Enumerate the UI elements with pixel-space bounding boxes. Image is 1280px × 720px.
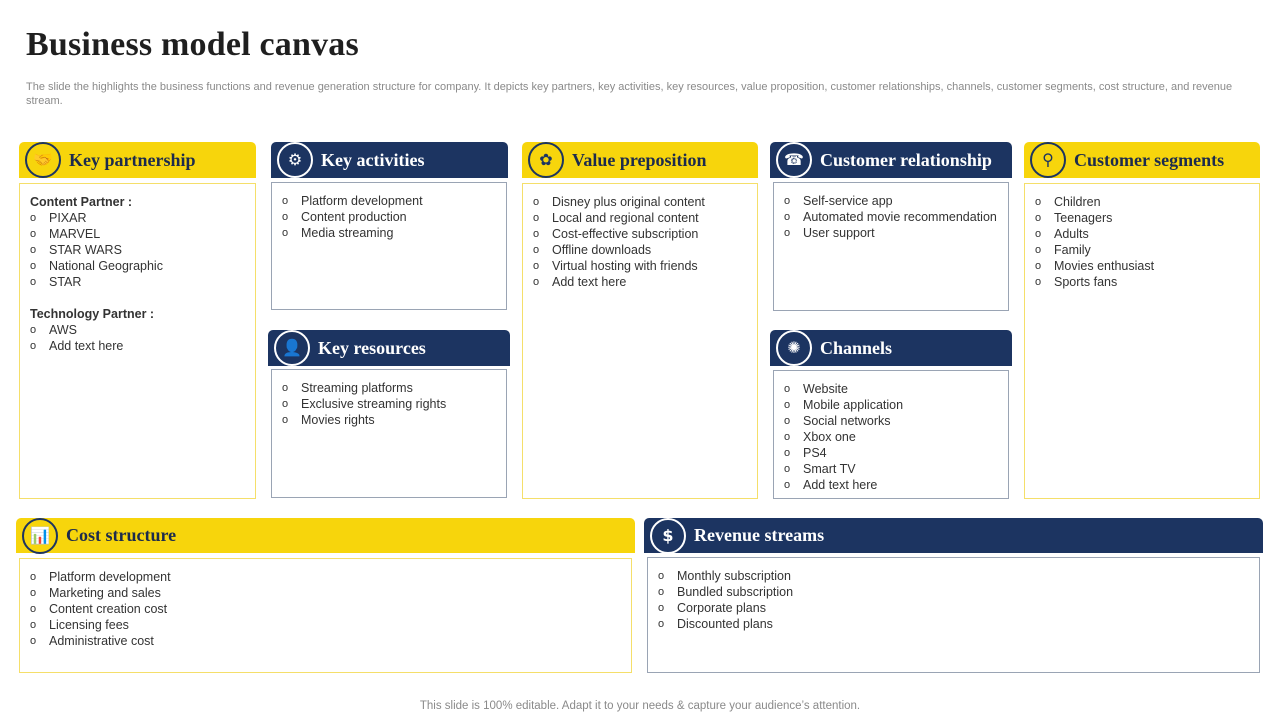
key-resources-body: [271, 369, 507, 498]
list-item: o STAR WARS: [30, 242, 247, 258]
customer-relationship-header: [770, 142, 1012, 178]
list-item: o Sports fans: [1035, 274, 1251, 290]
key-partnership-header: [19, 142, 256, 178]
value-proposition-card: [522, 142, 758, 500]
key-activities-header: [271, 142, 508, 178]
list-item: o Disney plus original content: [533, 194, 749, 210]
list-item: o Mobile application: [784, 397, 1000, 413]
list-item: o PS4: [784, 445, 1000, 461]
list-item: o National Geographic: [30, 258, 247, 274]
list-item: o Offline downloads: [533, 242, 749, 258]
list-item: o Bundled subscription: [658, 584, 1251, 600]
support-people-icon: [776, 142, 812, 178]
handshake-icon: [25, 142, 61, 178]
revenue-streams-header: [644, 518, 1263, 553]
list-item: o Adults: [1035, 226, 1251, 242]
list-item: o Automated movie recommendation: [784, 209, 1000, 225]
list-item: o Local and regional content: [533, 210, 749, 226]
list-item: o Corporate plans: [658, 600, 1251, 616]
list-item: o Family: [1035, 242, 1251, 258]
customer-relationship-body: [773, 182, 1009, 311]
gears-icon: [277, 142, 313, 178]
list-item: o Administrative cost: [30, 633, 623, 649]
technology-partner-label: Technology Partner :: [30, 307, 155, 321]
customer-relationship-heading: Customer relationship: [820, 149, 992, 170]
list-item: o Smart TV: [784, 461, 1000, 477]
channels-card: [770, 330, 1012, 499]
key-resources-card: [268, 330, 510, 498]
list-item: o Platform development: [282, 193, 498, 209]
list-item: o Add text here: [784, 477, 1000, 493]
revenue-bag-icon: [650, 518, 686, 554]
key-partnership-body: [19, 183, 256, 499]
list-item: o Discounted plans: [658, 616, 1251, 632]
channels-header: [770, 330, 1012, 366]
list-item: o Add text here: [533, 274, 749, 290]
customer-segments-header: [1024, 142, 1260, 178]
cost-structure-body: [19, 558, 632, 673]
cost-structure-card: [16, 518, 635, 673]
list-item: o STAR: [30, 274, 247, 290]
key-activities-card: [271, 142, 508, 310]
list-item: o Licensing fees: [30, 617, 623, 633]
list-item: o Website: [784, 381, 1000, 397]
list-item: o User support: [784, 225, 1000, 241]
value-proposition-header: [522, 142, 758, 178]
network-icon: [776, 330, 812, 366]
content-partner-label: Content Partner :: [30, 195, 133, 209]
cost-structure-header: [16, 518, 635, 553]
content-partner-list: [30, 210, 247, 290]
customer-segments-card: [1024, 142, 1260, 500]
list-item: o Streaming platforms: [282, 380, 498, 396]
key-activities-heading: Key activities: [321, 149, 425, 170]
key-resources-heading: Key resources: [318, 337, 426, 358]
customer-relationship-card: [770, 142, 1012, 311]
channels-heading: Channels: [820, 337, 893, 358]
list-item: o Movies enthusiast: [1035, 258, 1251, 274]
list-item: o Monthly subscription: [658, 568, 1251, 584]
customer-segments-heading: Customer segments: [1074, 149, 1225, 170]
list-item: o Virtual hosting with friends: [533, 258, 749, 274]
value-hand-icon: [528, 142, 564, 178]
list-item: o Self-service app: [784, 193, 1000, 209]
list-item: o Content creation cost: [30, 601, 623, 617]
list-item: o PIXAR: [30, 210, 247, 226]
revenue-streams-card: [644, 518, 1263, 673]
list-item: o Movies rights: [282, 412, 498, 428]
people-search-icon: [1030, 142, 1066, 178]
list-item: o Media streaming: [282, 225, 498, 241]
list-item: o Exclusive streaming rights: [282, 396, 498, 412]
value-proposition-body: [522, 183, 758, 499]
value-proposition-heading: Value preposition: [572, 149, 707, 170]
list-item: o AWS: [30, 322, 247, 338]
page-title: Business model canvas: [26, 26, 359, 63]
customer-segments-body: [1024, 183, 1260, 499]
revenue-streams-heading: Revenue streams: [694, 525, 825, 545]
key-partnership-heading: Key partnership: [69, 149, 196, 170]
list-item: o Children: [1035, 194, 1251, 210]
list-item: o Platform development: [30, 569, 623, 585]
cost-chart-icon: [22, 518, 58, 554]
cost-structure-heading: Cost structure: [66, 525, 177, 545]
channels-body: [773, 370, 1009, 499]
list-item: o Social networks: [784, 413, 1000, 429]
key-resources-header: [268, 330, 510, 366]
list-item: o Cost-effective subscription: [533, 226, 749, 242]
list-item: o Add text here: [30, 338, 247, 354]
list-item: o Content production: [282, 209, 498, 225]
footer-note: This slide is 100% editable. Adapt it to your needs & capture your audience’s attention.: [419, 700, 861, 712]
list-item: o Marketing and sales: [30, 585, 623, 601]
key-activities-body: [271, 182, 507, 310]
technology-partner-list: [30, 322, 247, 354]
revenue-streams-body: [647, 557, 1260, 673]
person-resource-icon: [274, 330, 310, 366]
list-item: o MARVEL: [30, 226, 247, 242]
page-subtitle: The slide the highlights the business functions and revenue generation structure for company. It depicts key partners, key activities, key resources, value proposition, customer relationships, channels, customer segments, cost structure, and revenue stream.: [26, 81, 1233, 107]
list-item: o Xbox one: [784, 429, 1000, 445]
list-item: o Teenagers: [1035, 210, 1251, 226]
key-partnership-card: [19, 142, 256, 500]
